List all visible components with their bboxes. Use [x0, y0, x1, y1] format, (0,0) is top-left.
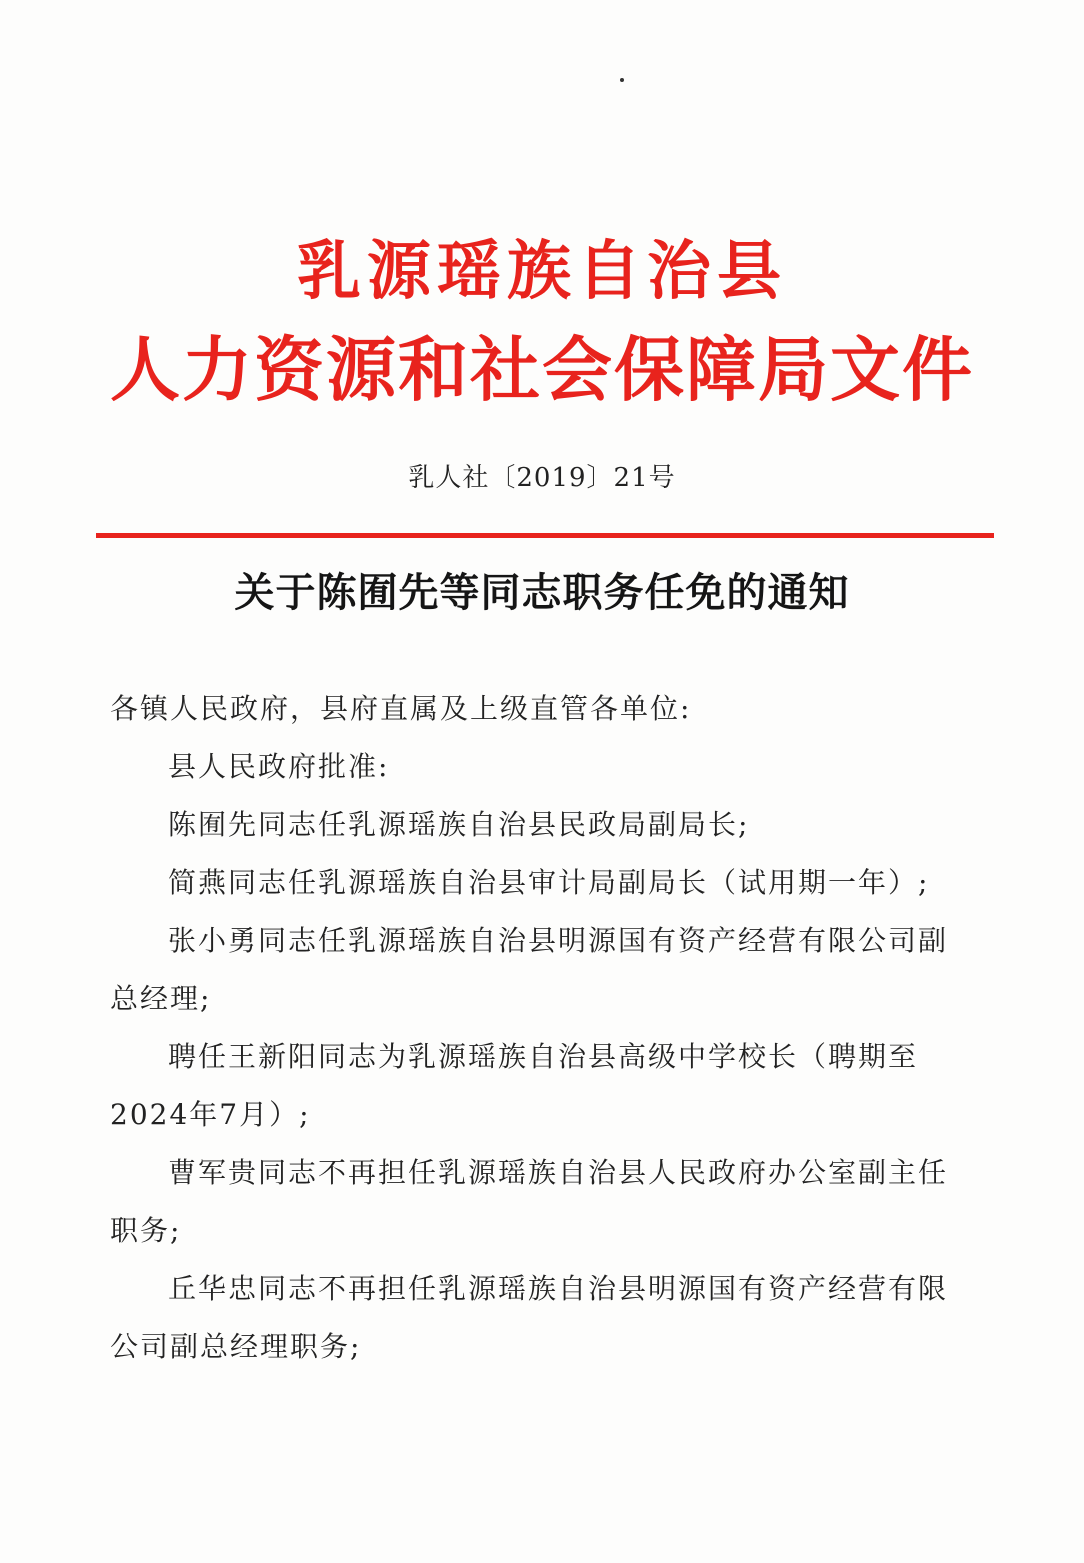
- document-body: [110, 680, 970, 1376]
- document-title: 关于陈囿先等同志职务任免的通知: [234, 569, 850, 616]
- issuing-organization-line2: 人力资源和社会保障局文件: [110, 329, 974, 411]
- scan-speck: [620, 78, 624, 82]
- body-paragraph: 简燕同志任乳源瑶族自治县审计局副局长（试用期一年）;: [168, 866, 930, 899]
- red-separator-line: [96, 533, 994, 538]
- body-paragraph: 张小勇同志任乳源瑶族自治县明源国有资产经营有限公司副总经理;: [110, 924, 949, 1015]
- document-number: 乳人社〔2019〕21号: [408, 463, 676, 493]
- body-paragraph: 曹军贵同志不再担任乳源瑶族自治县人民政府办公室副主任职务;: [110, 1156, 949, 1247]
- body-paragraph: 丘华忠同志不再担任乳源瑶族自治县明源国有资产经营有限公司副总经理职务;: [110, 1272, 949, 1363]
- body-paragraph: 县人民政府批准:: [168, 750, 390, 783]
- issuing-organization-line1: 乳源瑶族自治县: [297, 235, 787, 309]
- body-paragraph: 陈囿先同志任乳源瑶族自治县民政局副局长;: [168, 808, 750, 841]
- salutation: 各镇人民政府，县府直属及上级直管各单位:: [110, 692, 692, 725]
- body-paragraph: 聘任王新阳同志为乳源瑶族自治县高级中学校长（聘期至2024年7月）;: [110, 1040, 919, 1131]
